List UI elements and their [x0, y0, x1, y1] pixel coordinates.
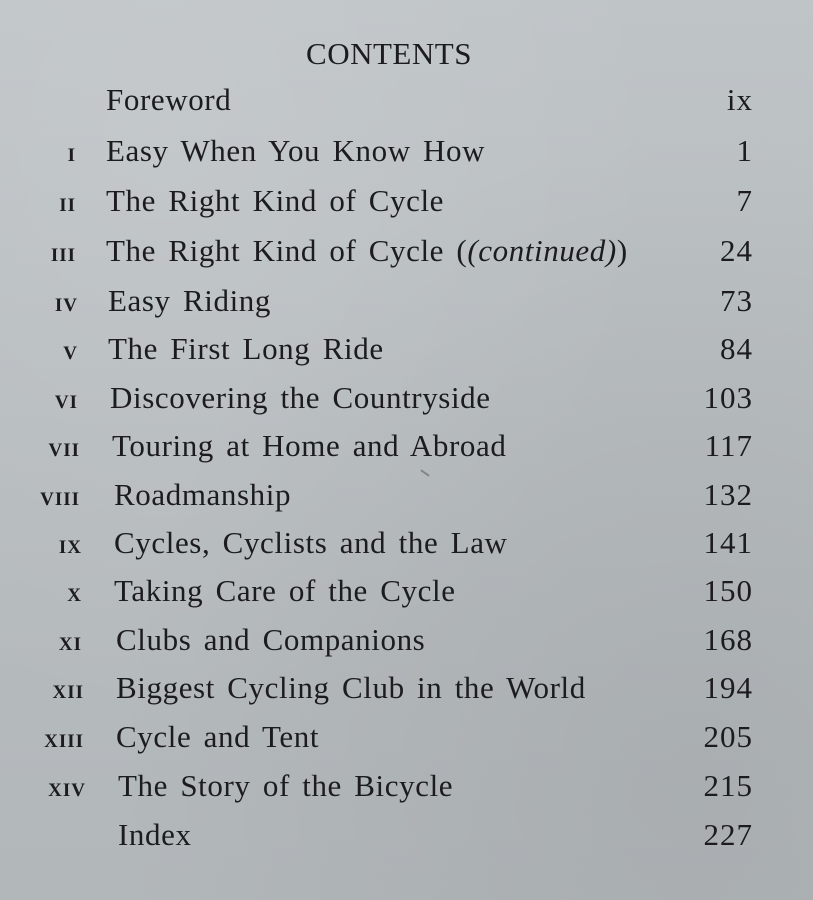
toc-entry-chapter-7: [0, 422, 813, 466]
chapter-title-suffix: (continued): [467, 233, 617, 268]
toc-entry-chapter-6: [0, 374, 813, 418]
toc-entry-chapter-3: [0, 227, 813, 271]
page-number: 168: [703, 622, 753, 657]
chapter-title: Index: [118, 817, 192, 852]
chapter-number: II: [59, 195, 76, 216]
page-number: 150: [703, 573, 753, 608]
page-number: 103: [703, 380, 753, 415]
chapter-number: I: [67, 145, 76, 166]
page-number: 7: [736, 183, 753, 218]
page-number: 24: [720, 233, 753, 268]
page-number: 1: [736, 133, 753, 168]
chapter-title: Cycle and Tent: [116, 719, 320, 754]
chapter-title: Roadmanship: [114, 477, 292, 512]
page-number: 141: [703, 525, 753, 560]
chapter-title: Discovering the Countryside: [110, 380, 491, 415]
toc-entry-chapter-11: [0, 616, 813, 660]
page-number: 227: [703, 817, 753, 852]
chapter-number: V: [63, 343, 78, 364]
page-number: 117: [704, 428, 753, 463]
chapter-title: The First Long Ride: [108, 331, 384, 366]
chapter-title: Taking Care of the Cycle: [114, 573, 456, 608]
toc-entry-chapter-4: [0, 277, 813, 321]
toc-entry-chapter-2: [0, 177, 813, 221]
chapter-number: XI: [58, 634, 82, 655]
chapter-title: Clubs and Companions: [116, 622, 426, 657]
toc-entry-chapter-12: [0, 664, 813, 708]
page-number: ix: [726, 82, 753, 117]
chapter-title: The Story of the Bicycle: [118, 768, 454, 803]
chapter-number: X: [67, 585, 82, 606]
chapter-title: The Right Kind of Cycle ((continued)): [106, 233, 628, 268]
toc-entry-index: [0, 811, 813, 855]
chapter-number: XIV: [48, 780, 86, 801]
toc-entry-foreword: [0, 76, 813, 120]
chapter-title: Biggest Cycling Club in the World: [116, 670, 586, 705]
chapter-title: Cycles, Cyclists and the Law: [114, 525, 508, 560]
chapter-number: VI: [54, 392, 78, 413]
chapter-title: Foreword: [106, 82, 232, 117]
chapter-number: III: [50, 245, 76, 266]
chapter-number: XII: [52, 682, 84, 703]
page-number: 84: [720, 331, 753, 366]
page-number: 215: [703, 768, 753, 803]
chapter-title: Easy When You Know How: [106, 133, 486, 168]
toc-entry-chapter-5: [0, 325, 813, 369]
page-number: 194: [703, 670, 753, 705]
toc-entry-chapter-9: [0, 519, 813, 563]
chapter-number: VII: [48, 440, 80, 461]
toc-entry-chapter-14: [0, 762, 813, 806]
chapter-title: The Right Kind of Cycle: [106, 183, 445, 218]
page-number: 205: [703, 719, 753, 754]
toc-entry-chapter-8: [0, 471, 813, 515]
chapter-title-text: The Right Kind of Cycle: [106, 233, 445, 268]
page-number: 132: [703, 477, 753, 512]
page-number: 73: [720, 283, 753, 318]
chapter-number: IV: [54, 295, 78, 316]
toc-entry-chapter-1: [0, 127, 813, 171]
chapter-title: Easy Riding: [108, 283, 272, 318]
toc-entry-chapter-10: [0, 567, 813, 611]
chapter-number: IX: [58, 537, 82, 558]
chapter-title: Touring at Home and Abroad: [112, 428, 507, 463]
chapter-number: XIII: [44, 731, 84, 752]
contents-heading: CONTENTS: [306, 36, 472, 71]
toc-entry-chapter-13: [0, 713, 813, 757]
chapter-number: VIII: [40, 489, 80, 510]
